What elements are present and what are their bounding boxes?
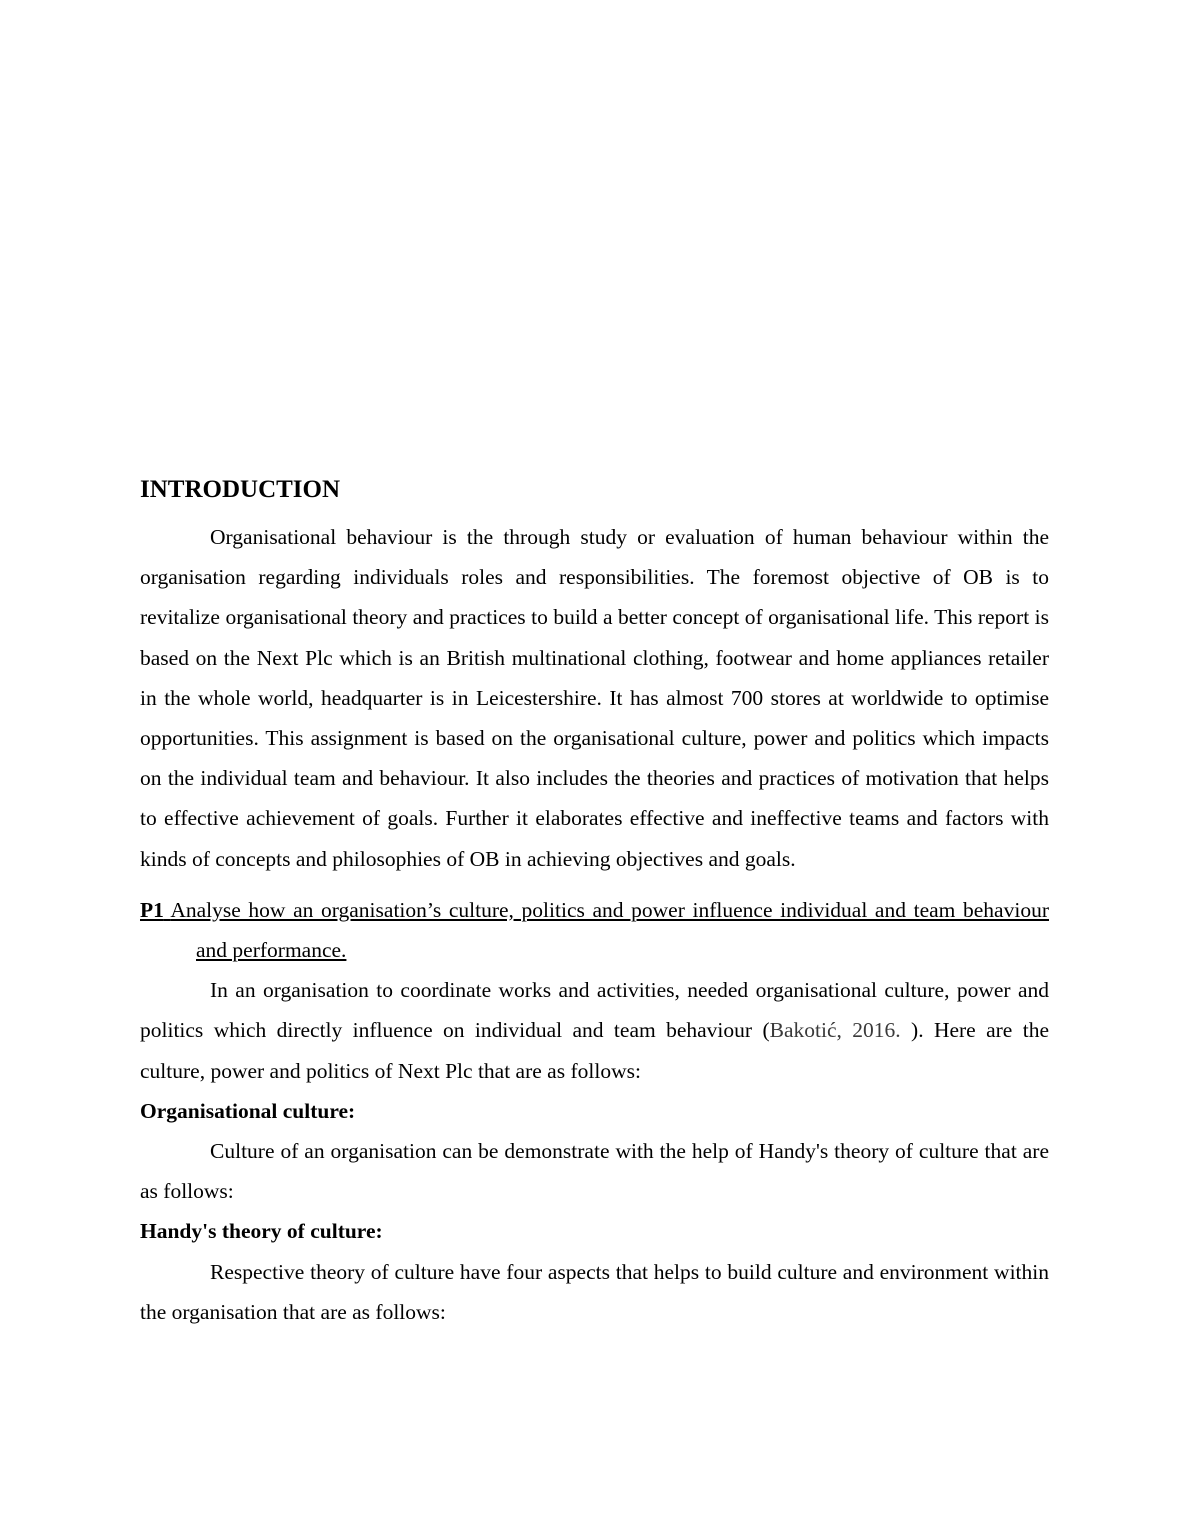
organisational-culture-paragraph: Culture of an organisation can be demonstrate with the help of Handy's theory of culture that are as follows:: [140, 1139, 1049, 1204]
p1-title: Analyse how an organisation’s culture, politics and power influence individual and team behaviour and performance.: [170, 897, 1049, 963]
organisational-culture-heading: Organisational culture:: [140, 1098, 356, 1123]
p1-label: P1: [140, 897, 164, 922]
p1-paragraph: [140, 970, 1049, 1091]
handys-theory-paragraph: Respective theory of culture have four aspects that helps to build culture and environment within the organisation that are as follows:: [140, 1259, 1049, 1324]
p1-heading: [140, 890, 1049, 970]
introduction-heading: INTRODUCTION: [140, 476, 341, 503]
introduction-paragraph: Organisational behaviour is the through study or evaluation of human behaviour within the organisation regarding individuals roles and responsibilities. The foremost objective of OB is to revitalize organisational theory and practices to build a better concept of organisational life. This report is based on the Next Plc which is an British multinational clothing, footwear and home appliances retailer in the whole world, headquarter is in Leicestershire. It has almost 700 stores at worldwide to optimise opportunities. This assignment is based on the organisational culture, power and politics which impacts on the individual team and behaviour. It also includes the theories and practices of motivation that helps to effective achievement of goals. Further it elaborates effective and ineffective teams and factors with kinds of concepts and philosophies of OB in achieving objectives and goals.: [140, 525, 1049, 871]
document-body: [140, 474, 1049, 1332]
citation: Bakotić, 2016.: [769, 1018, 912, 1043]
p1-paragraph-after: ). Here are the culture, power and politics of Next Plc that are as follows:: [140, 1018, 1050, 1083]
p1-paragraph-text: In an organisation to coordinate works and activities, needed organisational culture, power and politics which directly influence on individual and team behaviour (: [140, 978, 1049, 1043]
handys-theory-heading: Handy's theory of culture:: [140, 1219, 383, 1244]
